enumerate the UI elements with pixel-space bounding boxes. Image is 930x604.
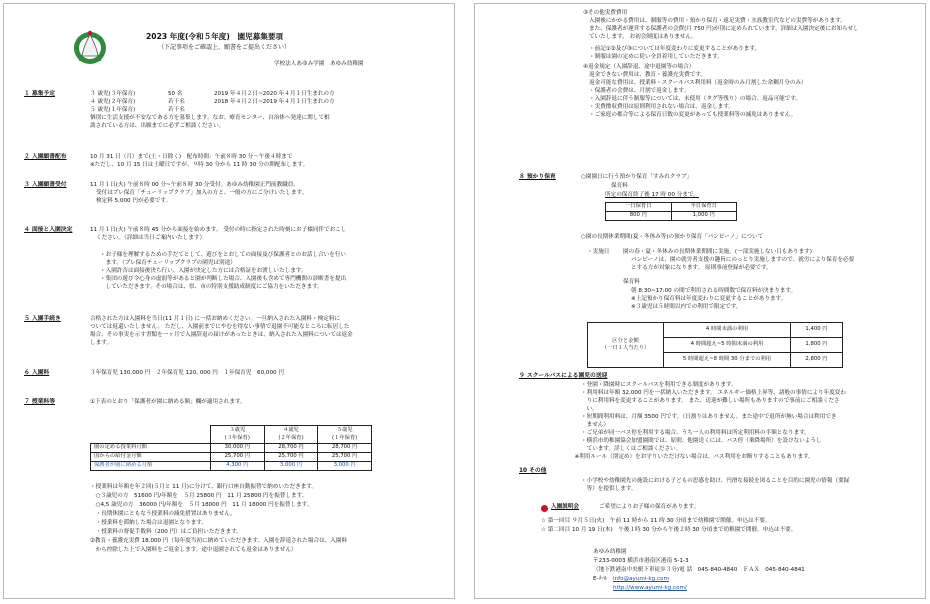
recruit-note-1: 個別に生活支援が不安なである方を募集します。なお、療育センター、自治体へ発達に関して相 (90, 115, 330, 121)
interview-line-2: ください。（詳細は当日ご案内いたします） (96, 235, 206, 241)
recruit-row-1-birth: 2019 年４月２日~2020 年４月１日生まれの方 (214, 91, 335, 97)
table-header-cell (588, 323, 664, 368)
interview-bullet: していただきます。その場合は、県、市の特別支援助成制度にご協力をいただきます。 (100, 284, 323, 290)
refund-line: 返金可能な費用は、授業料・スクールバス利用料（返金時のみ月割した余剰月分のみ） (589, 80, 807, 86)
table-header-cell: ３歳児 (３年保育) (211, 426, 265, 444)
recruit-row-2-age: ４ 歳児(２年保育) (90, 99, 136, 105)
footer-email-label: E-ﾒｰﾙ (593, 576, 607, 582)
refund-line: ・入園辞退に伴う制服等については、未使用（タグ等残り）の場合、返品可能です。 (589, 96, 802, 102)
interview-bullet: ・入園許否は面接後決ち行い、入園が決定した方には合格証をお渡しいたします。 (100, 268, 307, 274)
section-title-enrollment-fee: ６ 入園料 (24, 370, 50, 376)
tuition-intro: ①下表のとおり「保護者が園に納める額」欄が適用されます。 (90, 399, 246, 405)
bambino-fee-line: 朝 8:30~17:00 の間で利用される時間数で保育料が決まります。 (631, 288, 797, 294)
childcare-note: 所定の保育終了後 17 時 00 分まで。 (605, 192, 699, 198)
table-row (606, 203, 737, 212)
bambino-fee-label: 保育料 (623, 279, 640, 285)
table-cell: 800 円 (606, 212, 672, 221)
interview-bullet: ・お子様を理解するための手だてとして、遊びをとおしての面接及び保護者とのお話し合いを行い (100, 252, 347, 258)
tuition-note: ・授業料を滞納した場合は退園となります。 (90, 520, 208, 526)
page-title: 2023 年度(令和５年度) 園児募集要項 (146, 32, 284, 41)
other-costs-line: また、保護者が運営する保護者の会費(月 750 円)が別に定められています。詳細は入園決定後にお知らせし (589, 26, 859, 32)
table-cell: 4,300 円 (211, 462, 265, 471)
school-name: 学校法人あゆみ学園 あゆみ幼稚園 (274, 61, 364, 67)
refund-line: ・実費徴収費用は原則利用されない場合は、返金します。 (589, 104, 734, 110)
recruit-row-3-age: ５ 歳児(１年保育) (90, 107, 136, 113)
refund-line: ・保護者の会費は、月割で返金します。 (589, 88, 690, 94)
tuition-note: ○4,5 歳児の方 36000 円/年額を ５月 18000 円 11 月 18000 円を振替します。 (90, 502, 313, 508)
implementation-line: とする方が対象になります。 原則事前登録が必要です。 (631, 265, 772, 271)
bus-line: ・利用料は年額 32,000 円を一括納入いただきます。 エネルギー価格上昇等、諸般の事情により年度変わ (581, 390, 846, 396)
section-title-enrollment-procedure: ５ 入園手続き (24, 316, 61, 322)
table-cell: 国からの給付金月額 (91, 453, 211, 462)
procedure-line: ついては返還いたしません。 ただし、入園前までにやむを得ない事情で退園不可能なところに転居した (90, 324, 350, 330)
table-cell: 25,700 円 (211, 453, 265, 462)
table-cell: 3,000 円 (318, 462, 372, 471)
table-row (91, 426, 372, 444)
table-header-cell: ５歳児 (１年保育) (318, 426, 372, 444)
table-cell: 4 時間超え~5 時間未満の利用 (664, 338, 791, 353)
table-header-cell: 半日保育日 (671, 203, 737, 212)
table-cell: 4 時間未満の利用 (664, 323, 791, 338)
refund-line: ・ご家庭の都合等による保育日数の変更があっても授業料等の減免はありません。 (589, 112, 797, 118)
table-cell: 1,800 円 (791, 338, 843, 353)
table-row (91, 444, 372, 453)
interview-line-1: 11 月１日(火) 午前８時 45 分から面接を始めます。 受付の時に指定された時刻にお子様同伴でおこし (90, 227, 347, 233)
table-cell: 28,700 円 (318, 444, 372, 453)
recruit-row-1-count: 50 名 (168, 91, 183, 97)
distribution-line-2: ※ただし、10 月 15 日は土曜日ですが、９時 30 分から 11 時 30 分の開配布します。 (90, 162, 309, 168)
procedure-line: 場合、その事実を示す書類を一ヶ月で入園辞退の届けがあったときは、納入された入園料については返金 (90, 332, 353, 338)
recruit-row-2-count: 若干名 (168, 99, 185, 105)
other-line-1: ・小学校や幼稚園先の施設における子どもの思惑を助け、円滑な接続を図ることを目的に園児の情報（要録 (581, 478, 850, 484)
table-cell: 30,000 円 (211, 444, 265, 453)
section-title-application-distribution: ２ 入園願書配布 (24, 154, 67, 160)
recruit-row-2-birth: 2018 年４月２日~2019 年４月１日生まれの方 (214, 99, 335, 105)
briefing-text: ご希望によりお子様の保育があります。 (599, 504, 700, 510)
tuition-note: ○３歳児の方 51600 円/年額を ５月 25800 円 11 月 25800 円を振替します。 (90, 493, 308, 499)
other-costs-heading: ③その他実費費用 (583, 10, 628, 16)
bambino-fee-table (587, 322, 843, 368)
tuition-note: ②教育・養護充実費 18,000 円（毎年度当初に納めていただきます。入園を辞退された場合は、入園料 (90, 538, 348, 544)
other-costs-line: ていたします。 お初会制度はありません。 (589, 34, 697, 40)
school-logo-icon (70, 26, 110, 66)
section-title-tuition: ７ 授業料等 (24, 399, 56, 405)
flower-bullet-icon (541, 505, 548, 512)
table-cell: 25,700 円 (264, 453, 318, 462)
bus-line: りに利用料を変更することがあります。 また、送迎が難しい場所もありますので事前にご相談くださ (581, 398, 840, 404)
implementation-line: 園の春・夏・冬休みの長期休業期間に実施。(一部実施しない日もあります) (623, 249, 812, 255)
refund-line: 返金できない費用は、教育・養護充実費です。 (589, 72, 707, 78)
childcare-fee-label: 保育料 (611, 183, 628, 189)
tuition-note: から控除した上で入園料をご返金します。途中退園されても返金はありません） (90, 547, 297, 553)
table-cell: 園の定める授業料月額 (91, 444, 211, 453)
fee-category-label: 区分と金額 (612, 337, 639, 344)
footer-access-phone: （地下鉄港南中央駅下車徒歩３分)電 話 045-840-4840 ＦＡＸ 045-840-4841 (593, 567, 805, 573)
distribution-line-1: 10 月 31 日（月）まで(土・日除く) 配布時間：午前８時 30 分～午後４時まで (90, 154, 293, 160)
section-title-childcare: ８ 預かり保育 (519, 174, 556, 180)
procedure-line: 合格された方は入園料を当日(11 月１日) に一括お納めください。一旦納入された入園料・検定料に (90, 316, 340, 322)
table-cell: 1,400 円 (791, 323, 843, 338)
bus-line: ・横浜市幼稚園協会加盟園間では、原則、他園送くには、バス停（乗降場所）を設けないようし (581, 438, 822, 444)
document-page-right (474, 3, 926, 599)
refund-heading: ④返金規定（入園辞退、途中退園等の場合） (583, 64, 695, 70)
footer-email-link[interactable]: info@ayumi-kg.com (613, 576, 669, 582)
page-subtitle: （下記事項をご確認上、願書をご提出ください） (158, 44, 291, 51)
reception-line-3: 検定料 5,000 円が必要です。 (96, 198, 172, 204)
bus-line: ※利用ルール（別定め）をお守りいただけない場合は、バス利用をお断りすることもあります。 (569, 454, 814, 460)
bus-line: ・登園・降園時にスクールバスを利用できる制度があります。 (581, 382, 737, 388)
footer-website-link[interactable]: http://www.ayumi-kg.com/ (613, 585, 687, 591)
table-header-cell: ４歳児 (２年保育) (264, 426, 318, 444)
document-page-left (3, 3, 455, 599)
briefing-date: ☆ 第二回目 10 月 19 日(木) 午後１時 30 分から午後２時 30 分頃まで幼稚園で開催。申込は不要。 (541, 527, 797, 533)
table-header-cell (91, 426, 211, 444)
recruit-note-2: 談されている方は、出願までに必ずご相談ください。 (90, 123, 225, 129)
tuition-table (90, 425, 372, 471)
table-cell: 5 時間超え~8 時間 30 分までの利用 (664, 353, 791, 368)
bambino-fee-line: ※上記預かり保育料は年度変わりに変更することがあります。 (631, 296, 787, 302)
bus-line: ・短期間利用料は、月額 3500 円です。（日割りはありません。また途中で退所が無い場合は利用でき (581, 414, 837, 420)
interview-bullet: ・集団の遊び令心身の虚弱等があると園が判断した場合、入園後も含めて専門機関の診断書を提出 (100, 276, 347, 282)
table-cell: 28,700 円 (264, 444, 318, 453)
reception-line-2: 受付はプレ保育「チューリップクラブ」加入の方と、一般の方にご分けいたします。 (96, 190, 308, 196)
tuition-note: ・授業料の督促手数料（200 円）はご負担いただきます。 (90, 529, 242, 535)
fee-category-sublabel: （一日１人当たり） (601, 345, 650, 351)
childcare-item-2: ○園の長期休業期間(夏・冬休み等)の預かり保育「パンピーノ」について (581, 234, 764, 240)
implementation-label: ・実施日 (587, 249, 610, 255)
procedure-line: します。 (90, 340, 112, 346)
bus-line: ・ご兄弟が同一バス停を利用する場合、うち一人の利用料は所定利用料の半額となります。 (581, 430, 810, 436)
bus-line: ています。詳しくはご相談ください。 (581, 446, 682, 452)
table-cell: 1,000 円 (671, 212, 737, 221)
table-row (91, 453, 372, 462)
implementation-line: パンピーノは、園の就労者支援の趣旨にのっとり実施しますので、就労により保育を必要 (631, 257, 855, 263)
other-costs-line: 入園後にかかる費用は、制服等の費用・預かり保育・遠足実費・水族教室代などの実費等があります。 (589, 18, 846, 24)
bus-line: い。 (581, 406, 598, 412)
table-cell: 保護者が園に納める月額 (91, 462, 211, 471)
bus-line: ません） (581, 422, 609, 428)
table-header-cell: 一日保育日 (606, 203, 672, 212)
table-row (588, 323, 843, 338)
reception-line-1: 11 月１日(火) 午前８時 00 分~午前８時 30 分受付。あゆみ幼稚園正門前教職員。 (90, 182, 299, 188)
footer-address: 〒233-0003 横浜市港南区港南 5-1-3 (593, 558, 689, 564)
footer-school-name: あゆみ幼稚園 (593, 549, 627, 555)
other-costs-line: ・前記①②及び③については年度変わりに変更することがあります。 (589, 46, 761, 52)
other-costs-line: ・制服は園の定めに従い全員着用していただきます。 (589, 54, 723, 60)
tuition-note: ・長期休園にともなう授業料の減免措置はありません。 (90, 511, 236, 517)
section-title-application-reception: ３ 入園願書受付 (24, 182, 67, 188)
section-title-recruit: １ 募集予定 (24, 91, 56, 97)
interview-bullet: ます。（プレ保育チューリップクラブの園児は別途） (100, 260, 236, 266)
childcare-item-1: ○園園日に行う預かり保育「すみれクラブ」 (581, 174, 693, 180)
section-title-school-bus: ９ スクールバスによる園児の送迎 (519, 373, 608, 379)
section-title-other: 10 その他 (519, 468, 547, 474)
briefing-label: 入園説明会 (551, 504, 579, 510)
briefing-date: ☆ 第一回目 ９月５日(火) 午前 11 時から 11 時 30 分頃まで幼稚園で開催。申込は不要。 (541, 518, 771, 524)
enrollment-fee-line: ３年保育児 130,000 円 ２年保育児 120, 000 円 １年保育児 60,000 円 (90, 370, 284, 376)
table-cell: 2,800 円 (791, 353, 843, 368)
other-line-2: 等）を提供します。 (581, 486, 637, 492)
table-cell: 3,000 円 (264, 462, 318, 471)
table-cell: 25,700 円 (318, 453, 372, 462)
recruit-row-1-age: ３ 歳児(３年保育) (90, 91, 136, 97)
tuition-note: ・授業料は年額を年２回(５月と 11 月)に分けて、銀行口座自動振替で納めいただきます。 (90, 484, 318, 490)
table-row (91, 462, 372, 471)
childcare-fee-table (605, 202, 737, 221)
recruit-row-3-count: 若干名 (168, 107, 185, 113)
bambino-fee-line: ※３歳児は５時間以内での利用で限定です。 (631, 304, 742, 310)
table-row (606, 212, 737, 221)
section-title-interview: ４ 面接と入園決定 (24, 227, 73, 233)
